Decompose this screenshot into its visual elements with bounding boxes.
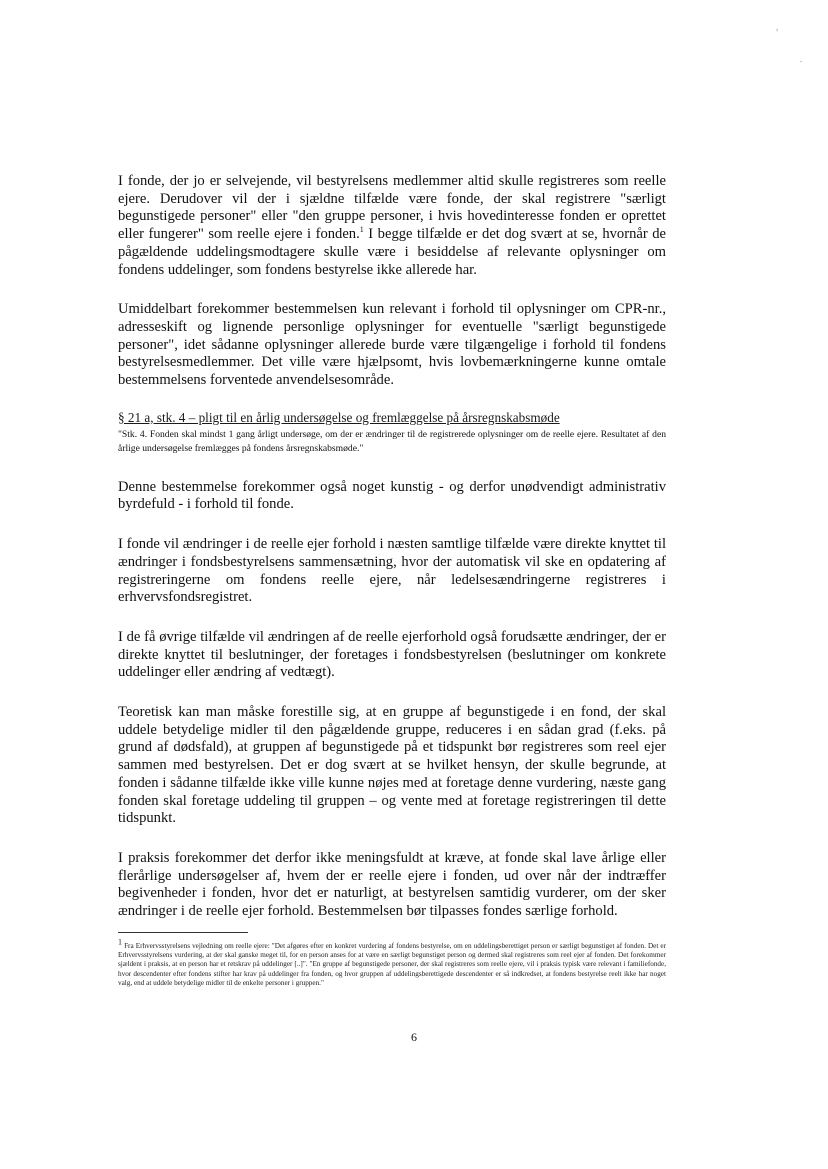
- footnote-ref[interactable]: 1: [359, 225, 364, 235]
- footnote-text: Fra Erhvervsstyrelsens vejledning om reelle ejere: "Det afgøres efter en konkret vurdering af fondens bestyrelse, om en uddelingsberettiget person er særligt begunstiget af fonden. Det er Erhvervsstyrelsens vurdering, at der skal ganske meget til, for en person anses for at være en særligt begunstiget person og dermed skal registreres som reel ejer af fonden. Det forekommer sjældent i praksis, at en person har et retskrav på uddelinger [..]". "En gruppe af begunstigede personer, der skal registreres som reelle ejere, vil i praksis typisk være relevant i familiefonde, hvor descendenter efter fondens stifter har krav på uddelinger fra fonden, og hvor gruppen af uddelingsberettigede descendenter er så indkredset, at fondens bestyrelse reelt ikke har noget valg, end at uddele betydelige midler til de enkelte personer i gruppen.": [118, 942, 666, 987]
- paragraph: I praksis forekommer det derfor ikke meningsfuldt at kræve, at fonde skal lave årlige eller flerårlige undersøgelser af, hvem der er reelle ejere i fonden, ud over når der indtræffer begivenheder i fonden, hvor det er naturligt, at bestyrelsen samtidig vurderer, om der sker ændringer i de reelle ejer forhold. Bestemmelsen bør tilpasses fondes særlige forhold.: [118, 849, 666, 920]
- footnote-number: 1: [118, 937, 122, 947]
- body-text: [118, 173, 666, 921]
- paragraph: Umiddelbart forekommer bestemmelsen kun relevant i forhold til oplysninger om CPR-nr., adresseskift og lignende personlige oplysninger for eventuelle "særligt begunstigede personer", idet sådanne oplysninger allerede burde være tilgængelige i forhold til fondens bestyrelsesmedlemmer. Det ville være hjælpsomt, hvis lovbemærkningerne kunne omtale bestemmelsens forventede anvendelsesområde.: [118, 301, 666, 389]
- margin-mark: .: [800, 54, 803, 64]
- paragraph: Denne bestemmelse forekommer også noget kunstig - og derfor unødvendigt administrativ byrdefuld - i forhold til fonde.: [118, 478, 666, 513]
- footnote: [118, 937, 666, 988]
- section-heading: § 21 a, stk. 4 – pligt til en årlig undersøgelse og fremlæggelse på årsregnskabsmøde: [118, 409, 560, 425]
- footnote-separator: [118, 932, 248, 933]
- paragraph: I fonde, der jo er selvejende, vil bestyrelsens medlemmer altid skulle registreres som reelle ejere. Derudover vil der i sjældne tilfælde være fonde, der skal registrere "særligt begunstigede personer" eller "den gruppe personer, i hvis hovedinteresse fonden er oprettet eller fungerer" som reelle ejere i fonden.$^1$ I begge tilfælde er det dog svært at se, hvornår de pågældende uddelingsmodtagere skulle være i besiddelse af relevante oplysninger om fondens uddelinger, som fondens bestyrelse ikke allerede har.: [118, 173, 667, 278]
- page-number: 6: [411, 1030, 417, 1044]
- margin-mark: ,: [776, 22, 779, 32]
- statute-quote: "Stk. 4. Fonden skal mindst 1 gang årligt undersøge, om der er ændringer til de registrerede oplysninger om de reelle ejere. Resultatet af den årlige undersøgelse fremlægges på fondens årsregnskabsmøde.": [118, 428, 666, 455]
- paragraph: I fonde vil ændringer i de reelle ejer forhold i næsten samtlige tilfælde være direkte knyttet til ændringer i fondsbestyrelsens sammensætning, hvor der automatisk vil ske en opdatering af registreringerne om fondens reelle ejere, når ledelsesændringerne registreres i erhvervsfondsregistret.: [118, 536, 666, 606]
- paragraph: I de få øvrige tilfælde vil ændringen af de reelle ejerforhold også forudsætte ændringer, der er direkte knyttet til beslutninger, der foretages i fondsbestyrelsen (beslutninger om konkrete uddelinger eller ændring af vedtægt).: [118, 628, 666, 681]
- paragraph: Teoretisk kan man måske forestille sig, at en gruppe af begunstigede i en fond, der skal uddele betydelige midler til den pågældende gruppe, reduceres i en sådan grad (f.eks. på grund af dødsfald), at gruppen af begunstigede på et tidspunkt bør registreres som reel ejer sammen med bestyrelsen. Det er dog svært at se hvilket hensyn, der skulle begrunde, at fonden i sådanne tilfælde ikke ville kunne nøjes med at foretage denne vurdering, næste gang fonden skal foretage uddeling til gruppen – og vente med at foretage registreringen til dette tidspunkt.: [118, 704, 666, 827]
